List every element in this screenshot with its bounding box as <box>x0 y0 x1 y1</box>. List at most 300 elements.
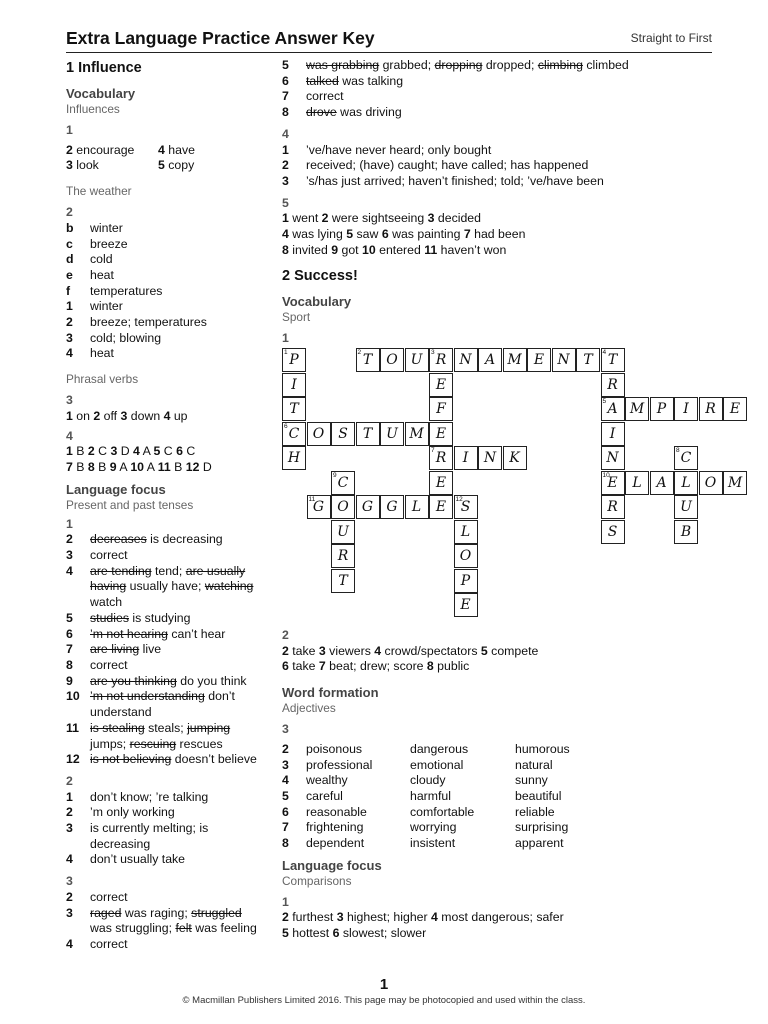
crossword-cell <box>478 446 502 470</box>
crossword-letter: U <box>410 352 423 368</box>
adjective-cell: emotional <box>410 757 464 772</box>
answer-fragment: correct <box>90 936 128 951</box>
crossword-cell <box>405 422 429 446</box>
answer-text <box>90 721 266 752</box>
answer-number: 1 <box>66 444 73 459</box>
crossword-cell <box>380 348 404 372</box>
exercise-number: 4 <box>66 428 73 443</box>
answer-line <box>66 143 266 159</box>
answer-number: 8 <box>282 242 289 257</box>
answer-text: was lying <box>288 227 347 242</box>
adjective-cell: wealthy <box>306 773 348 788</box>
answer-text: A <box>139 444 154 459</box>
answer-fragment: is studying <box>128 610 191 625</box>
crossword-cell <box>454 520 478 544</box>
answer-fragment: correct <box>90 889 128 904</box>
answer-fragment: grabbed; <box>379 58 435 72</box>
answer-row <box>66 890 266 906</box>
answer-text: take <box>288 643 319 658</box>
adjective-row <box>282 773 722 789</box>
answer-number: 3 <box>66 821 73 836</box>
adjective-cell: dangerous <box>410 741 469 756</box>
crossword-letter: N <box>557 352 570 368</box>
answer-number: e <box>66 267 73 282</box>
struck-answer: climbing <box>537 58 583 72</box>
crossword-cell <box>331 544 355 568</box>
answer-number: 8 <box>282 836 289 851</box>
tenses-answers-3-continued <box>282 58 722 121</box>
exercise-number: 5 <box>282 195 289 210</box>
adjective-cell: comfortable <box>410 804 475 819</box>
answer-fragment: climbed <box>582 58 629 72</box>
crossword-letter: A <box>656 474 667 491</box>
adjective-cell: professional <box>306 757 373 772</box>
answer-number: 3 <box>66 905 73 920</box>
clue-number: 9 <box>333 471 337 479</box>
answer-fragment: tend; <box>151 563 186 578</box>
answer-fragment: ’s/has just arrived; haven’t finished; told; ’ve/have been <box>306 173 604 188</box>
crossword-letter: G <box>386 499 398 515</box>
answer-line <box>282 926 722 942</box>
answer-text <box>306 174 722 190</box>
struck-answer: drove <box>306 105 337 120</box>
crossword-letter: E <box>435 425 447 442</box>
page-header <box>66 26 712 53</box>
answer-text <box>306 158 722 174</box>
crossword-letter: P <box>289 352 299 368</box>
struck-answer: felt <box>175 921 192 936</box>
crossword-cell <box>576 348 600 372</box>
answer-number: 6 <box>176 444 183 459</box>
crossword-cell <box>405 348 429 372</box>
crossword-cell <box>380 495 404 519</box>
word-formation-heading: Word formation <box>282 685 379 701</box>
answer-number: 6 <box>66 626 73 641</box>
crossword-cell <box>331 422 355 446</box>
clue-number: 4 <box>602 349 607 356</box>
answer-text <box>90 674 266 690</box>
struck-answer: decreases <box>90 532 147 547</box>
crossword-cell <box>429 348 453 372</box>
adjective-cell: beautiful <box>515 788 562 803</box>
crossword-cell <box>699 397 723 421</box>
answer-row <box>66 299 266 315</box>
crossword-letter: T <box>289 401 299 417</box>
answer-row <box>66 548 266 564</box>
answer-text: beat; drew; score <box>325 659 427 674</box>
answer-text: C <box>182 444 196 459</box>
answer-fragment: was driving <box>336 105 402 120</box>
answer-text <box>90 532 266 548</box>
crossword-cell <box>650 397 674 421</box>
answer-fragment: don’t understand <box>90 689 235 720</box>
answer-line <box>282 243 722 259</box>
answer-text: D <box>199 459 212 474</box>
adjective-cell: cloudy <box>410 773 446 788</box>
crossword-cell <box>650 471 674 495</box>
answer-text: B <box>170 459 186 474</box>
crossword-letter: E <box>533 352 545 368</box>
answer-number: 8 <box>426 659 434 674</box>
crossword-letter: C <box>288 425 300 442</box>
exercise-number: 3 <box>282 722 289 737</box>
answer-number: 12 <box>185 459 200 474</box>
crossword-letter: T <box>338 572 348 589</box>
crossword-letter: O <box>312 425 325 442</box>
struck-answer: rescuing <box>129 736 177 751</box>
answer-cell <box>158 143 195 159</box>
answer-fragment: do you think <box>176 673 247 688</box>
exercise-number: 1 <box>282 894 289 909</box>
answer-fragment: was feeling <box>191 921 257 936</box>
crossword-letter: P <box>656 401 667 417</box>
phrasal-verbs-subheading: Phrasal verbs <box>66 372 139 387</box>
answer-fragment: correct <box>306 89 344 104</box>
answer-text: winter <box>90 299 123 314</box>
answer-fragment: ’ve/have never heard; only bought <box>306 142 492 157</box>
crossword-letter: A <box>484 352 496 368</box>
answer-row <box>66 564 266 611</box>
adjectives-table <box>282 742 722 852</box>
struck-answer: ’m not hearing <box>90 626 168 641</box>
clue-number: 2 <box>357 349 362 356</box>
answer-text: B <box>94 459 110 474</box>
answer-row <box>66 611 266 627</box>
answer-number: 2 <box>66 889 73 904</box>
language-focus-heading: Language focus <box>66 481 166 497</box>
answer-text: hottest <box>288 926 333 941</box>
answer-number: 11 <box>424 242 438 257</box>
answer-text <box>306 89 722 105</box>
answer-text: look <box>72 158 99 173</box>
answer-text <box>90 689 266 720</box>
answer-number: 3 <box>110 444 118 459</box>
answer-row <box>66 674 266 690</box>
answer-row <box>66 721 266 752</box>
answer-line <box>66 158 266 174</box>
crossword-letter: G <box>312 499 325 515</box>
crossword-letter: R <box>435 450 447 466</box>
adjective-row <box>282 805 722 821</box>
copyright-notice: © Macmillan Publishers Limited 2016. This page may be photocopied and used within the class. <box>182 995 586 1006</box>
adjective-row <box>282 789 722 805</box>
answer-row <box>282 74 722 90</box>
answer-text: cold; blowing <box>90 330 162 345</box>
crossword-letter: P <box>460 572 471 589</box>
answer-number: 4 <box>374 643 382 658</box>
answer-number: 4 <box>66 563 73 578</box>
answer-number: 9 <box>109 459 117 474</box>
crossword-letter: I <box>683 401 689 417</box>
crossword-letter: M <box>409 425 424 442</box>
answer-number: 2 <box>282 643 289 658</box>
crossword-letter: U <box>680 499 692 515</box>
answer-text: B <box>72 444 88 459</box>
vocabulary-heading: Vocabulary <box>66 86 136 101</box>
answer-number: 2 <box>87 444 95 459</box>
answer-fragment: don’t know; ’re talking <box>90 789 209 804</box>
exercise-number: 1 <box>282 331 289 346</box>
answer-number: 1 <box>66 408 73 423</box>
comparisons-answers <box>282 910 722 941</box>
answer-text: had been <box>470 227 526 242</box>
crossword-letter: M <box>629 401 645 417</box>
crossword-letter: G <box>361 499 374 515</box>
crossword-letter: O <box>459 548 472 564</box>
clue-number: 10 <box>602 471 610 479</box>
crossword-letter: N <box>606 450 619 466</box>
crossword-letter: S <box>460 499 471 515</box>
weather-answers <box>66 221 266 362</box>
answer-number: 8 <box>87 459 95 474</box>
crossword-letter: R <box>607 376 618 393</box>
answer-row <box>66 658 266 674</box>
answer-text: crowd/spectators <box>381 643 481 658</box>
crossword-grid <box>282 348 742 616</box>
answer-fragment: watch <box>90 595 123 610</box>
adjective-cell: surprising <box>515 820 569 835</box>
answer-row <box>66 221 266 237</box>
answer-line <box>282 227 722 243</box>
exercise-number: 3 <box>66 393 73 408</box>
answer-cell <box>66 158 158 174</box>
answer-text <box>306 58 722 74</box>
sport-answers-2 <box>282 644 722 675</box>
answer-number: 7 <box>463 227 471 242</box>
answer-text: up <box>170 408 188 423</box>
answer-row <box>66 689 266 720</box>
answer-text <box>90 611 266 627</box>
answer-text: take <box>288 659 319 674</box>
answer-number: 2 <box>66 142 73 157</box>
answer-text <box>306 105 722 121</box>
answer-number: 3 <box>282 173 289 188</box>
exercise-number: 2 <box>66 205 73 220</box>
struck-answer: ’m not understanding <box>90 689 205 704</box>
answer-text: breeze <box>90 236 128 251</box>
crossword-letter: E <box>435 474 447 491</box>
answer-fragment: was raging; <box>121 905 192 920</box>
crossword-cell <box>552 348 576 372</box>
crossword-letter: O <box>704 474 717 491</box>
crossword-letter: M <box>727 474 743 491</box>
crossword-cell <box>454 495 478 519</box>
crossword-cell <box>674 397 698 421</box>
crossword-cell <box>454 446 478 470</box>
crossword-letter: E <box>435 376 447 393</box>
answer-row <box>66 790 266 806</box>
answer-text: most dangerous; safer <box>437 910 564 925</box>
crossword-letter: S <box>607 523 618 540</box>
answer-number: b <box>66 220 74 235</box>
crossword-letter: U <box>386 425 398 442</box>
tenses-answers-5 <box>282 211 722 258</box>
answer-row <box>282 89 722 105</box>
crossword-cell <box>282 348 306 372</box>
comparisons-subheading: Comparisons <box>282 873 352 888</box>
answer-text <box>90 548 266 564</box>
crossword-letter: F <box>436 401 446 417</box>
answer-text: on <box>72 408 94 423</box>
crossword-cell <box>331 471 355 495</box>
answer-number: f <box>66 283 71 298</box>
answer-text: went <box>288 211 322 226</box>
answer-row <box>66 331 266 347</box>
answer-number: 4 <box>66 852 73 867</box>
answer-text: C <box>94 444 111 459</box>
answer-fragment: is currently melting; is decreasing <box>90 821 209 851</box>
answer-number: 6 <box>332 926 340 941</box>
answer-text <box>90 937 266 953</box>
crossword-cell <box>331 520 355 544</box>
tenses-answers-1 <box>66 532 266 768</box>
answer-fragment: was struggling; <box>90 921 176 936</box>
answer-text <box>90 658 266 674</box>
adjective-row <box>282 820 722 836</box>
crossword-cell <box>601 348 625 372</box>
answer-number: 4 <box>133 444 140 459</box>
tenses-answers-3 <box>66 890 266 953</box>
answer-text: furthest <box>288 910 337 925</box>
answer-fragment: rescues <box>176 736 223 751</box>
answer-number: 7 <box>318 659 326 674</box>
answer-row <box>66 237 266 253</box>
crossword-letter: L <box>411 499 422 515</box>
crossword-letter: E <box>607 474 618 491</box>
answer-number: 3 <box>336 910 344 925</box>
answer-number: 1 <box>282 142 289 157</box>
struck-answer: dropping <box>434 58 483 72</box>
crossword-cell <box>503 348 527 372</box>
crossword-letter: T <box>583 352 593 368</box>
crossword-letter: A <box>607 401 618 417</box>
clue-number: 8 <box>676 447 680 454</box>
answer-number: 9 <box>331 242 339 257</box>
answer-number: 4 <box>66 346 73 361</box>
answer-text <box>90 852 266 868</box>
struck-answer: are tending <box>90 563 152 578</box>
answer-number: 2 <box>282 158 289 173</box>
struck-answer: studies <box>90 610 129 625</box>
adjective-cell: worrying <box>410 820 457 835</box>
answer-text: B <box>72 459 88 474</box>
crossword-letter: I <box>462 450 469 466</box>
tenses-answers-2 <box>66 790 266 869</box>
crossword-letter: R <box>607 499 618 515</box>
answer-cell <box>66 143 158 159</box>
weather-subheading: The weather <box>66 184 132 199</box>
clue-number: 5 <box>602 398 607 405</box>
answer-text: A <box>144 459 158 474</box>
answer-text: breeze; temperatures <box>90 315 207 330</box>
crossword-cell <box>405 495 429 519</box>
crossword-letter: M <box>507 352 522 368</box>
clue-number: 1 <box>284 349 288 356</box>
crossword-letter: N <box>459 352 472 368</box>
answer-fragment: live <box>139 642 162 657</box>
adjective-cell: poisonous <box>306 741 363 756</box>
right-column <box>282 58 722 347</box>
crossword-cell <box>282 373 306 397</box>
crossword-letter: L <box>460 523 471 540</box>
answer-fragment: correct <box>90 657 128 672</box>
clue-number: 12 <box>455 496 463 503</box>
crossword-cell <box>380 422 404 446</box>
struck-answer: raged <box>90 905 122 920</box>
answer-text: slowest; slower <box>339 926 427 941</box>
adjective-cell: insistent <box>410 836 456 851</box>
crossword-cell <box>601 397 625 421</box>
adjective-cell: humorous <box>515 741 570 756</box>
answer-text: highest; higher <box>343 910 432 925</box>
page-number: 1 <box>379 976 389 993</box>
crossword-cell <box>282 397 306 421</box>
answer-line <box>66 460 266 476</box>
answer-fragment: dropped; <box>482 58 538 72</box>
crossword-cell <box>331 495 355 519</box>
left-column <box>66 58 266 953</box>
adjective-cell: reliable <box>515 804 555 819</box>
answer-row <box>282 58 722 74</box>
answer-number: 4 <box>158 142 165 157</box>
answer-text: off <box>100 408 121 423</box>
adjective-cell: natural <box>515 757 553 772</box>
answer-number: 4 <box>282 227 289 242</box>
crossword-letter: R <box>705 401 716 417</box>
answer-number: 9 <box>66 673 73 688</box>
answer-number: 5 <box>153 444 161 459</box>
crossword-letter: B <box>680 523 692 540</box>
answer-row <box>282 105 722 121</box>
answer-line <box>66 444 266 460</box>
answer-number: 4 <box>66 936 73 951</box>
crossword-cell <box>723 397 747 421</box>
answer-number: 7 <box>282 820 289 835</box>
crossword-letter: C <box>337 474 349 491</box>
crossword-cell <box>454 348 478 372</box>
answer-fragment: steals; <box>144 720 188 735</box>
crossword-cell <box>674 495 698 519</box>
answer-number: c <box>66 236 73 251</box>
answer-fragment: was talking <box>338 73 404 88</box>
answer-text <box>90 890 266 906</box>
crossword-cell <box>282 422 306 446</box>
crossword-cell <box>601 495 625 519</box>
crossword-cell <box>429 471 453 495</box>
answer-text: compete <box>487 643 539 658</box>
answer-number: 5 <box>282 788 289 803</box>
adjective-cell: sunny <box>515 773 548 788</box>
adjective-cell: careful <box>306 788 343 803</box>
influences-subheading: Influences <box>66 102 120 116</box>
answer-fragment: received; (have) caught; have called; has happened <box>306 158 589 173</box>
answer-number: 11 <box>66 720 79 735</box>
answer-line <box>282 659 722 675</box>
struck-answer: watching <box>204 579 254 594</box>
crossword-cell <box>527 348 551 372</box>
crossword-cell <box>601 446 625 470</box>
crossword-letter: T <box>362 425 373 442</box>
crossword-cell <box>356 422 380 446</box>
crossword-cell <box>601 373 625 397</box>
answer-text: A <box>116 459 131 474</box>
answer-row <box>66 642 266 658</box>
answer-text: winter <box>90 220 123 235</box>
answer-number: 3 <box>282 757 289 772</box>
struck-answer: jumping <box>187 720 231 735</box>
answer-text <box>90 627 266 643</box>
answer-text <box>306 74 722 90</box>
